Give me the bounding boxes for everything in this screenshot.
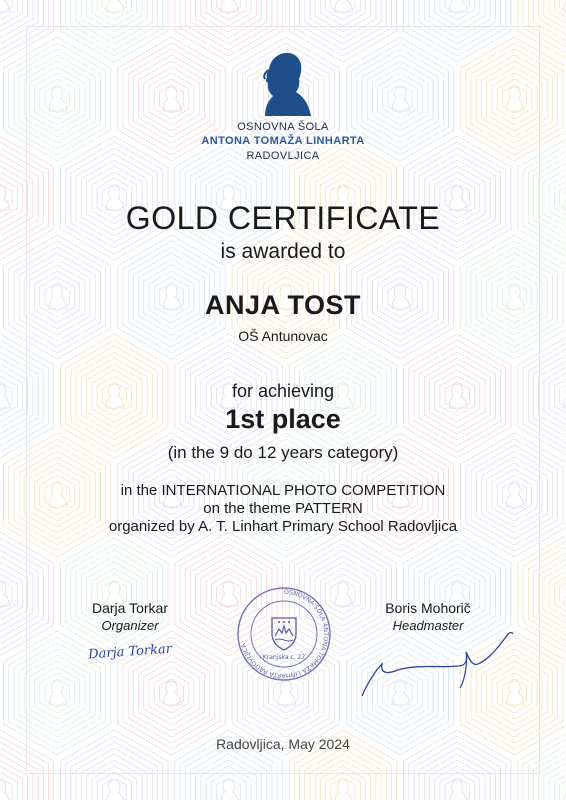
slovenia-coat-of-arms-icon: [272, 618, 296, 650]
competition-line-2: on the theme PATTERN: [203, 500, 363, 517]
headmaster-signature: [358, 626, 528, 706]
awarded-to-text: is awarded to: [220, 240, 346, 263]
organizer-name: Darja Torkar: [92, 600, 168, 616]
place-and-date: Radovljica, May 2024: [216, 736, 350, 752]
stamp-ring-text: OSNOVNA ŠOLA ANTONA TOMAŽA LINHARTA RADOVLJICA: [240, 588, 329, 680]
place-text: 1st place: [225, 404, 341, 434]
organizer-role: Organizer: [101, 618, 159, 633]
stamp-address: Kranjska c. 27: [262, 654, 306, 661]
school-name-line-1: OSNOVNA ŠOLA: [237, 121, 329, 133]
competition-line-1: in the INTERNATIONAL PHOTO COMPETITION: [120, 482, 446, 499]
headmaster-name: Boris Mohorič: [385, 600, 471, 616]
organizer-signature-text: Darja Torkar: [87, 641, 173, 663]
linhart-silhouette-icon: [243, 46, 323, 118]
competition-line-3: organized by A. T. Linhart Primary School Radovljica: [108, 518, 458, 535]
school-stamp: [234, 584, 334, 684]
certificate-title: GOLD CERTIFICATE: [125, 200, 441, 236]
recipient-school: OŠ Antunovac: [238, 328, 328, 344]
recipient-name: ANJA TOST: [204, 290, 362, 320]
category-text: (in the 9 do 12 years category): [167, 443, 399, 462]
organizer-signature: [84, 630, 184, 670]
school-logo: [0, 46, 566, 118]
headmaster-role: Headmaster: [392, 618, 464, 633]
school-name-line-3: RADOVLJICA: [246, 150, 320, 162]
for-achieving-text: for achieving: [231, 381, 335, 401]
school-name-line-2: ANTONA TOMAŽA LINHARTA: [201, 135, 365, 147]
svg-text:OSNOVNA ŠOLA ANTONA TOMAŽA LIN: [240, 589, 329, 679]
